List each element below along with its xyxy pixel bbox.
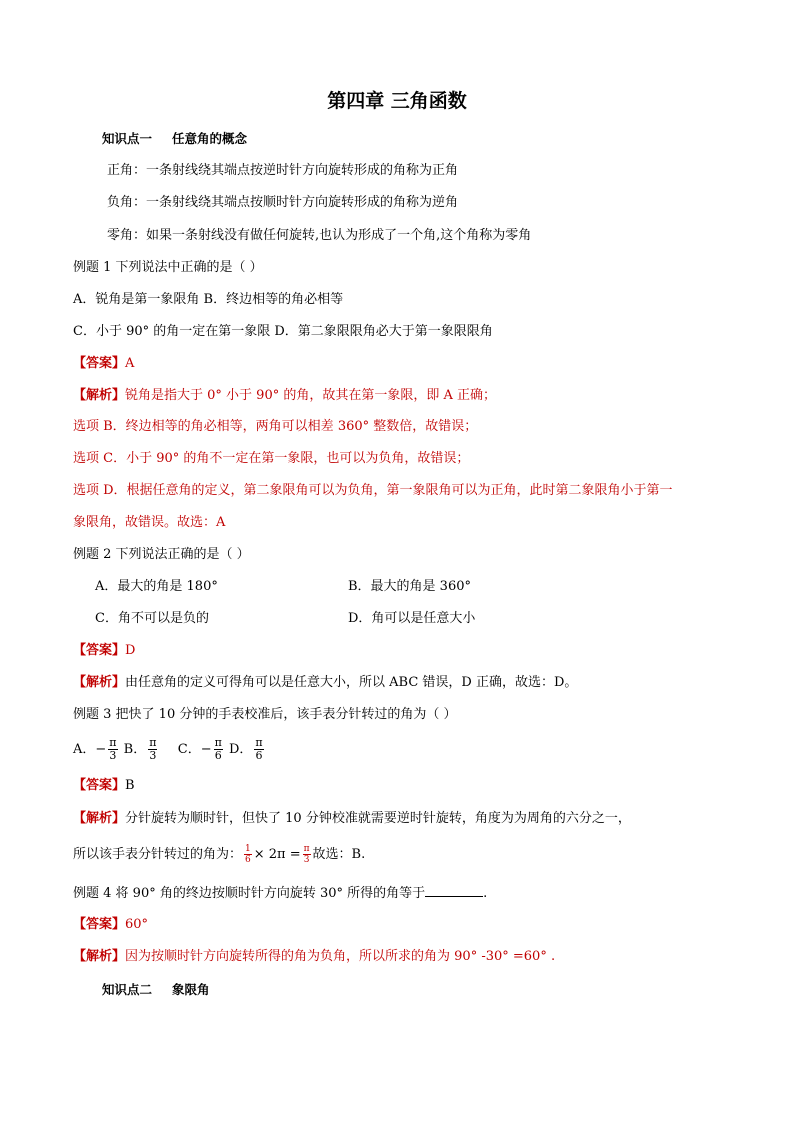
def-positive-angle: 正角：一条射线绕其端点按逆时针方向旋转形成的角称为正角 <box>107 163 459 178</box>
answer-value: 60° <box>125 917 149 932</box>
analysis-tag: 【解析】 <box>73 675 126 690</box>
ex3-option-c: C．− $\frac{\pi}{6}$ <box>177 736 222 762</box>
ex1-options-cd: C．小于 90° 的角一定在第一象限 D．第二象限限角必大于第一象限限角 <box>73 324 493 339</box>
knowledge-point-1 <box>102 130 247 148</box>
answer-value: B <box>125 778 135 793</box>
kp2-label: 知识点二 <box>102 982 153 997</box>
fraction-pi-third: $\frac{\pi}{3}$ <box>303 844 310 865</box>
knowledge-point-2 <box>102 981 210 999</box>
ex2-stem: 例题 2 下列说法正确的是（ ） <box>73 547 250 562</box>
ex1-answer <box>73 355 134 373</box>
ex2-analysis <box>73 674 577 692</box>
kp2-name: 象限角 <box>172 982 210 997</box>
ex4-answer <box>73 916 148 934</box>
ex1-analysis-3: 选项 C．小于 90° 的角不一定在第一象限，也可以为负角，故错误； <box>73 451 470 466</box>
ex3-answer <box>73 777 135 795</box>
ex1-stem: 例题 1 下列说法中正确的是（ ） <box>73 260 263 275</box>
ex3-calculation: 所以该手表分针转过的角为： $\frac{1}{6}$ × 2π = $\frac{\pi}{3}$ 故选：B. <box>73 844 366 865</box>
ex1-options-ab: A．锐角是第一象限角 B．终边相等的角必相等 <box>73 292 344 307</box>
def-negative-angle: 负角：一条射线绕其端点按顺时针方向旋转形成的角称为逆角 <box>107 195 459 210</box>
kp1-name: 任意角的概念 <box>172 131 248 146</box>
ex1-analysis-1 <box>73 387 496 405</box>
fraction-one-sixth: $\frac{1}{6}$ <box>245 844 251 865</box>
ex4-analysis <box>73 948 555 966</box>
ex3-stem: 例题 3 把快了 10 分钟的手表校准后，该手表分针转过的角为（ ） <box>73 707 457 722</box>
answer-tag: 【答案】 <box>73 778 126 793</box>
analysis-tag: 【解析】 <box>73 811 126 826</box>
ex3-option-a: A．− $\frac{\pi}{3}$ <box>73 736 117 762</box>
ex2-answer <box>73 642 135 660</box>
ex1-analysis-4: 选项 D．根据任意角的定义，第二象限角可以为负角，第一象限角可以为正角，此时第二象限角小于第一 <box>73 483 673 498</box>
analysis-tag: 【解析】 <box>73 388 126 403</box>
ex2-option-a: A．最大的角是 180° <box>95 579 218 594</box>
ex4-stem: 例题 4 将 90° 角的终边按顺时针方向旋转 30° 所得的角等于 . <box>73 886 488 901</box>
analysis-text: 锐角是指大于 0° 小于 90° 的角，故其在第一象限，即 A 正确； <box>125 388 497 403</box>
ex2-option-d: D．角可以是任意大小 <box>348 611 476 626</box>
analysis-text: 分针旋转为顺时针，但快了 10 分钟校准就需要逆时针旋转，角度为为周角的六分之一， <box>125 811 631 826</box>
ex1-analysis-2: 选项 B．终边相等的角必相等，两角可以相差 360° 整数倍，故错误； <box>73 419 478 434</box>
chapter-title: 第四章 三角函数 <box>327 90 467 112</box>
ex1-analysis-5: 象限角，故错误。故选：A <box>73 515 226 530</box>
analysis-text: 由任意角的定义可得角可以是任意大小，所以 ABC 错误，D 正确，故选：D。 <box>125 675 578 690</box>
def-zero-angle: 零角：如果一条射线没有做任何旋转,也认为形成了一个角,这个角称为零角 <box>107 228 532 243</box>
answer-tag: 【答案】 <box>73 643 126 658</box>
answer-blank <box>425 884 483 897</box>
kp1-label: 知识点一 <box>102 131 153 146</box>
ex3-option-b: B． $\frac{\pi}{3}$ <box>123 736 157 762</box>
ex3-analysis <box>73 810 631 828</box>
analysis-text: 因为按顺时针方向旋转所得的角为负角，所以所求的角为 90° -30° =60° . <box>125 949 556 964</box>
ex2-option-c: C．角不可以是负的 <box>95 611 209 626</box>
answer-value: D <box>125 643 136 658</box>
answer-value: A <box>125 356 135 371</box>
ex3-options <box>73 735 266 765</box>
ex3-option-d: D． $\frac{\pi}{6}$ <box>228 736 263 762</box>
answer-tag: 【答案】 <box>73 917 126 932</box>
ex2-option-b: B．最大的角是 360° <box>348 579 471 594</box>
analysis-tag: 【解析】 <box>73 949 126 964</box>
answer-tag: 【答案】 <box>73 356 126 371</box>
